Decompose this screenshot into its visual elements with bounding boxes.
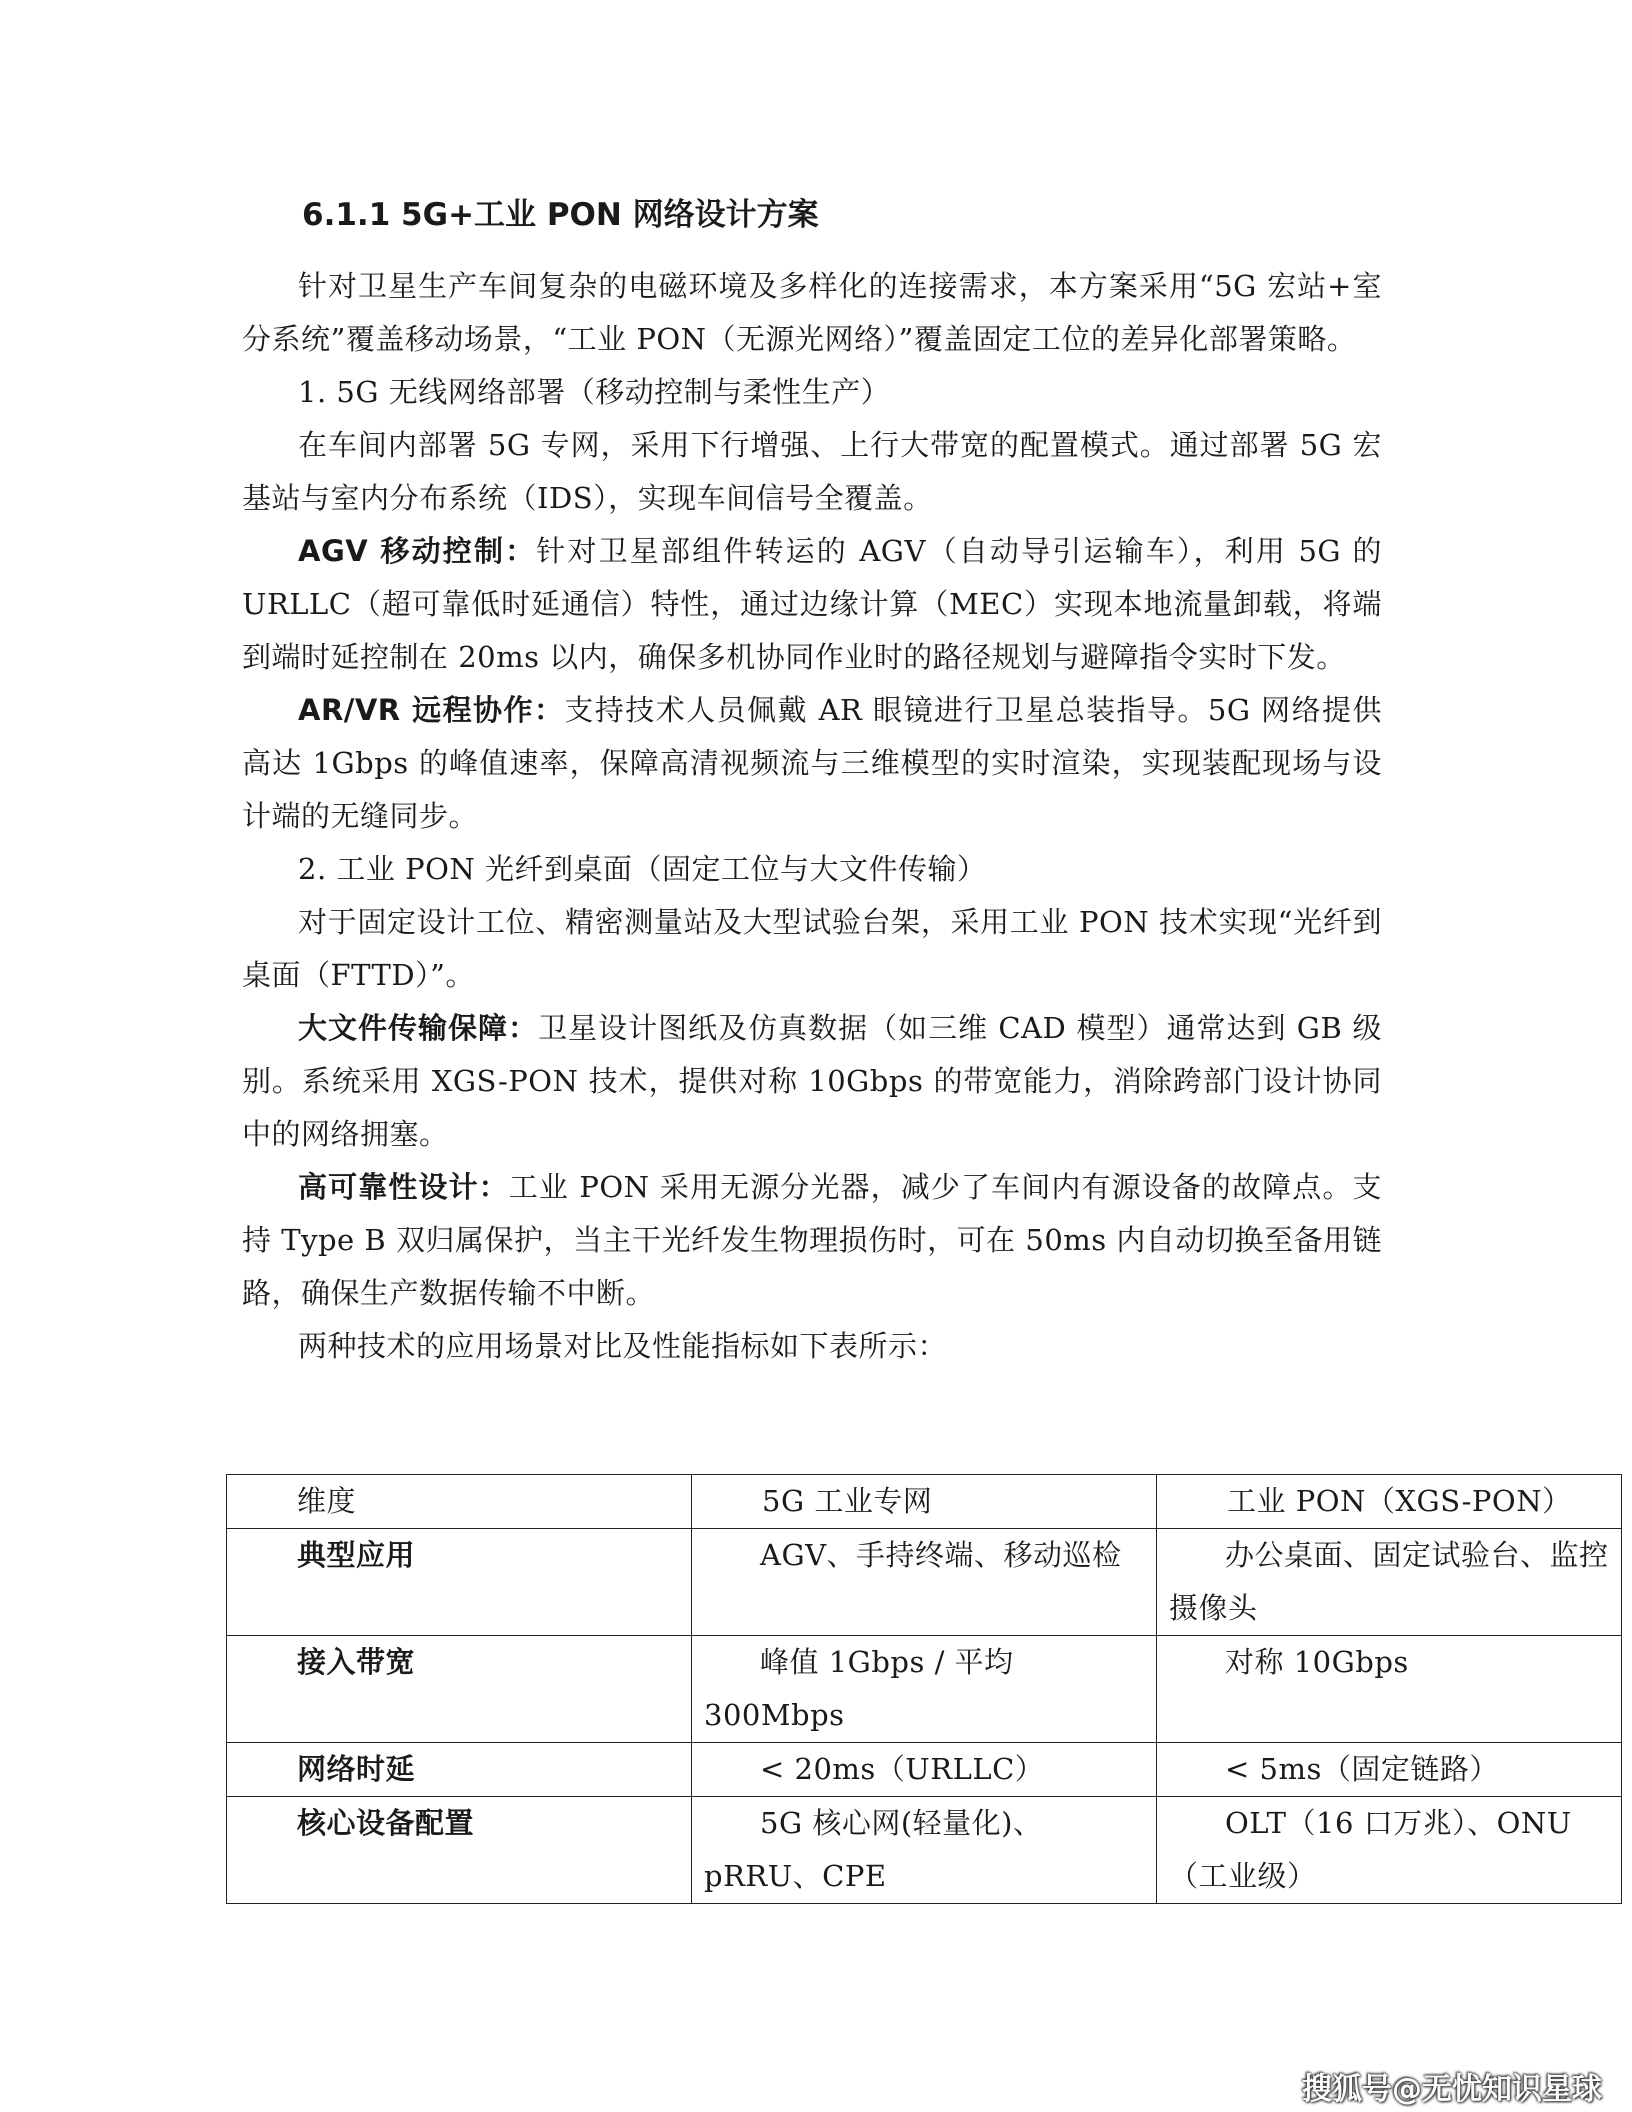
section-2-title: 2. 工业 PON 光纤到桌面（固定工位与大文件传输）: [298, 852, 987, 886]
table-row: [227, 1743, 1622, 1797]
header-dimension: 维度: [227, 1475, 692, 1529]
agv-text: 针对卫星部组件转运的 AGV（自动导引运输车），利用 5G 的 URLLC（超可靠低时延通信）特性，通过边缘计算（MEC）实现本地流量卸载，将端到端时延控制在 20ms 以内，确保多机协同作业时的路径规划与避障指令实时下发。: [242, 534, 1382, 674]
reliability-paragraph: [242, 1161, 1382, 1320]
reliability-label: 高可靠性设计：: [298, 1170, 509, 1204]
comparison-table: [226, 1474, 1622, 1904]
file-transfer-label: 大文件传输保障：: [298, 1011, 539, 1045]
header-pon: 工业 PON（XGS-PON）: [1157, 1475, 1622, 1529]
row-label: 典型应用: [227, 1529, 692, 1636]
cell-5g: AGV、手持终端、移动巡检: [692, 1529, 1157, 1636]
section-1-body: 在车间内部署 5G 专网，采用下行增强、上行大带宽的配置模式。通过部署 5G 宏基站与室内分布系统（IDS），实现车间信号全覆盖。: [242, 428, 1382, 515]
file-transfer-text: 卫星设计图纸及仿真数据（如三维 CAD 模型）通常达到 GB 级别。系统采用 XGS-PON 技术，提供对称 10Gbps 的带宽能力，消除跨部门设计协同中的网络拥塞。: [242, 1011, 1382, 1151]
section-heading: 6.1.1 5G+工业 PON 网络设计方案: [302, 197, 819, 233]
arvr-paragraph: [242, 684, 1382, 843]
file-transfer-paragraph: [242, 1002, 1382, 1161]
table-row: [227, 1529, 1622, 1636]
agv-paragraph: [242, 525, 1382, 684]
section-2-body: 对于固定设计工位、精密测量站及大型试验台架，采用工业 PON 技术实现“光纤到桌面（FTTD）”。: [242, 905, 1382, 992]
table-header-row: [227, 1475, 1622, 1529]
cell-5g: 5G 核心网(轻量化)、pRRU、CPE: [692, 1797, 1157, 1904]
arvr-text: 支持技术人员佩戴 AR 眼镜进行卫星总装指导。5G 网络提供高达 1Gbps 的峰值速率，保障高清视频流与三维模型的实时渲染，实现装配现场与设计端的无缝同步。: [242, 693, 1382, 833]
intro-paragraph: 针对卫星生产车间复杂的电磁环境及多样化的连接需求，本方案采用“5G 宏站+室分系统”覆盖移动场景，“工业 PON（无源光网络）”覆盖固定工位的差异化部署策略。: [242, 269, 1382, 356]
watermark: 搜狐号@无忧知识星球: [1302, 2072, 1602, 2107]
row-label: 核心设备配置: [227, 1797, 692, 1904]
table-intro: 两种技术的应用场景对比及性能指标如下表所示：: [298, 1329, 948, 1363]
arvr-label: AR/VR 远程协作：: [298, 693, 565, 727]
table-row: [227, 1797, 1622, 1904]
cell-pon: < 5ms（固定链路）: [1157, 1743, 1622, 1797]
section-1-title: 1. 5G 无线网络部署（移动控制与柔性生产）: [298, 375, 891, 409]
document-body: [242, 260, 1382, 1373]
cell-5g: 峰值 1Gbps / 平均 300Mbps: [692, 1636, 1157, 1743]
cell-pon: 办公桌面、固定试验台、监控摄像头: [1157, 1529, 1622, 1636]
row-label: 网络时延: [227, 1743, 692, 1797]
agv-label: AGV 移动控制：: [298, 534, 537, 568]
cell-pon: OLT（16 口万兆）、ONU（工业级）: [1157, 1797, 1622, 1904]
reliability-text: 工业 PON 采用无源分光器，减少了车间内有源设备的故障点。支持 Type B 双归属保护，当主干光纤发生物理损伤时，可在 50ms 内自动切换至备用链路，确保生产数据传输不中断。: [242, 1170, 1382, 1310]
header-5g: 5G 工业专网: [692, 1475, 1157, 1529]
table-row: [227, 1636, 1622, 1743]
row-label: 接入带宽: [227, 1636, 692, 1743]
cell-5g: < 20ms（URLLC）: [692, 1743, 1157, 1797]
cell-pon: 对称 10Gbps: [1157, 1636, 1622, 1743]
